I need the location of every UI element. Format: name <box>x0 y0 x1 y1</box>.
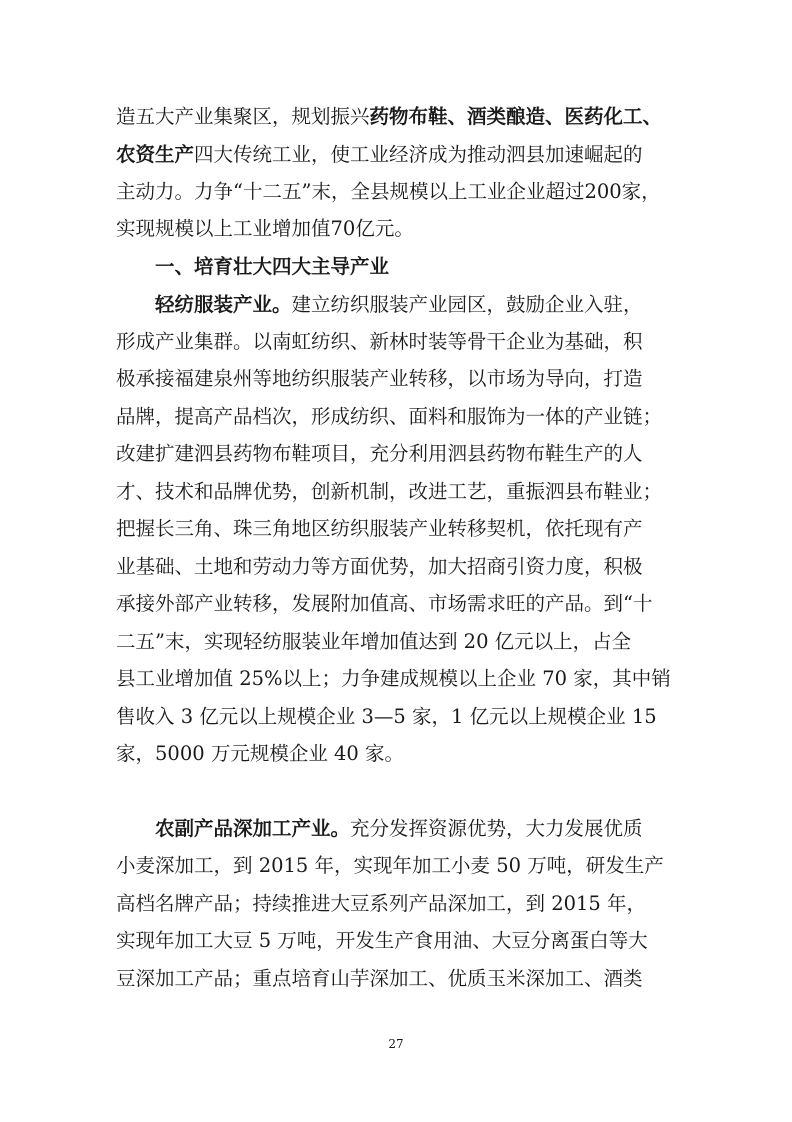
text-line: 实现年加工大豆 5 万吨，开发生产食用油、大豆分离蛋白等大 <box>116 929 648 952</box>
text-line: 高档名牌产品；持续推进大豆系列产品深加工，到 2015 年， <box>116 892 647 915</box>
text-segment: 造五大产业集聚区，规划振兴 <box>116 105 370 128</box>
text-line <box>116 104 662 130</box>
text-line: 才、技术和品牌优势，创新机制，改进工艺，重振泗县布鞋业； <box>116 480 663 503</box>
text-line: 主动力。力争“十二五”末，全县规模以上工业企业超过200家， <box>116 180 661 203</box>
page-number: 27 <box>388 1037 404 1051</box>
text-line: 承接外部产业转移，发展附加值高、市场需求旺的产品。到“十 <box>116 592 653 615</box>
text-segment: 充分发挥资源优势，大力发展优质 <box>350 817 643 840</box>
text-line <box>116 142 643 168</box>
text-line: 品牌，提高产品档次，形成纺织、面料和服饰为一体的产业链； <box>116 405 663 428</box>
text-segment: 四大传统工业，使工业经济成为推动泗县加速崛起的 <box>194 143 643 166</box>
bold-text-segment: 农资生产 <box>116 143 195 166</box>
text-line: 售收入 3 亿元以上规模企业 3—5 家，1 亿元以上规模企业 15 <box>116 705 657 728</box>
text-line: 豆深加工产品；重点培育山芋深加工、优质玉米深加工、酒类 <box>116 967 643 990</box>
text-line: 改建扩建泗县药物布鞋项目，充分利用泗县药物布鞋生产的人 <box>116 442 643 465</box>
text-line: 家，5000 万元规模企业 40 家。 <box>116 742 405 765</box>
text-line: 县工业增加值 25%以上；力争建成规模以上企业 70 家，其中销 <box>116 667 671 690</box>
text-line <box>155 292 643 318</box>
text-line: 二五”末，实现轻纺服装业年增加值达到 20 亿元以上，占全 <box>116 630 632 653</box>
text-line: 实现规模以上工业增加值70亿元。 <box>116 217 414 240</box>
text-line: 极承接福建泉州等地纺织服装产业转移，以市场为导向，打造 <box>116 367 643 390</box>
bold-text-segment: 农副产品深加工产业。 <box>155 817 351 840</box>
text-line <box>155 816 643 842</box>
text-line: 小麦深加工，到 2015 年，实现年加工小麦 50 万吨，研发生产 <box>116 854 664 877</box>
section-heading: 一、培育壮大四大主导产业 <box>155 255 390 278</box>
bold-text-segment: 轻纺服装产业。 <box>155 293 292 316</box>
text-line: 把握长三角、珠三角地区纺织服装产业转移契机，依托现有产 <box>116 517 643 540</box>
text-line: 业基础、土地和劳动力等方面优势，加大招商引资力度，积极 <box>116 555 643 578</box>
text-line: 形成产业集群。以南虹纺织、新林时装等骨干企业为基础，积 <box>116 330 643 353</box>
text-segment: 建立纺织服装产业园区，鼓励企业入驻， <box>291 293 643 316</box>
bold-text-segment: 药物布鞋、酒类酿造、医药化工、 <box>369 105 663 128</box>
